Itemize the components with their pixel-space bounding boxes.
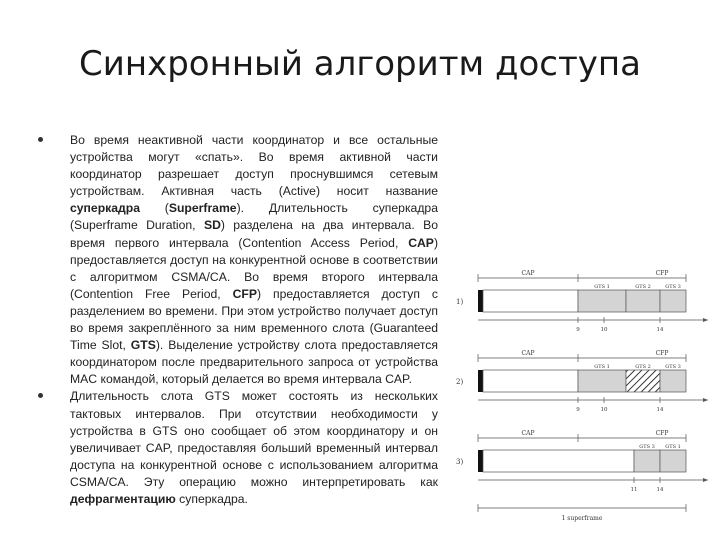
cap-label: CAP <box>521 430 535 437</box>
tick-label: 9 <box>576 327 580 333</box>
bullet-list <box>38 132 438 508</box>
gts-slot <box>634 450 660 472</box>
tick-label: 11 <box>630 487 638 493</box>
tick-label: 14 <box>656 407 664 413</box>
text-run: ) предоставляется доступ с разделением во времени. При этом устройство получает доступ во время закреплённого за ним временного слота (Guaranteed Time Slot, <box>70 286 438 353</box>
cfp-label: CFP <box>655 430 669 437</box>
gts-slot <box>660 290 686 312</box>
gts-label: GTS 1 <box>665 444 681 450</box>
bold-term: Superframe <box>168 201 237 216</box>
gts-label: GTS 2 <box>635 364 651 370</box>
bold-term: CAP <box>408 235 434 250</box>
tick-label: 10 <box>600 407 608 413</box>
text-run: ). Выделение устройству слота предоставляется координатором после предварительного запроса от устройства MAC командой, который делается во время интервала CAP. <box>70 338 438 387</box>
slide-title: Синхронный алгоритм доступа <box>79 44 641 84</box>
text-run: суперкадра. <box>175 491 248 506</box>
superframe-diagram <box>448 238 718 528</box>
bold-term: SD <box>203 218 221 233</box>
text-run: Длительность слота GTS может состоять из нескольких тактовых интервалов. При отсутствии необходимости у устройства в GTS оно сообщает об этом координатору и он увеличивает CAP, предоставляя больший временный интервал доступа на конкурентной основе с использованием алгоритма CSMA/CA. Эту операцию можно интерпретировать как <box>70 389 438 489</box>
beacon-marker <box>478 370 483 392</box>
bold-term: CFP <box>232 286 257 301</box>
bullet-dot-icon <box>38 393 43 398</box>
tick-label: 14 <box>656 327 664 333</box>
bullet-text <box>70 388 438 508</box>
row-label: 2) <box>456 378 464 386</box>
beacon-marker <box>478 450 483 472</box>
text-run: ( <box>139 201 169 216</box>
gts-label: GTS 3 <box>665 284 681 290</box>
cap-label: CAP <box>521 350 535 357</box>
gts-label: GTS 3 <box>665 364 681 370</box>
bold-term: суперкадра <box>70 201 140 216</box>
cfp-label: CFP <box>655 270 669 277</box>
text-run: ) предоставляется доступ на конкурентной основе в соответствии с алгоритмом CSMA/CA. Во время второго интервала (Contention Free Period, <box>70 235 438 301</box>
gts-label: GTS 1 <box>594 364 610 370</box>
text-run: ) разделена на два интервала. Во время первого интервала (Contention Access Period, <box>70 218 438 250</box>
gts-label: GTS 2 <box>635 284 651 290</box>
bullet-item <box>38 132 438 388</box>
gts-label: GTS 3 <box>639 444 655 450</box>
gts-slot <box>626 370 660 392</box>
gts-slot <box>626 290 660 312</box>
cap-segment <box>483 450 634 472</box>
gts-slot <box>578 370 626 392</box>
tick-label: 9 <box>576 407 580 413</box>
cfp-label: CFP <box>655 350 669 357</box>
gts-slot <box>578 290 626 312</box>
cap-label: CAP <box>521 270 535 277</box>
cap-segment <box>483 370 578 392</box>
text-run: ). Длительность суперкадра (Superframe Duration, <box>70 201 438 233</box>
text-run: Во время неактивной части координатор и все остальные устройства могут «спать». Во время активной части координатор разрешает доступ проснувшимся сетевым устройствам. Активная часть (Active) носит название <box>70 133 438 199</box>
time-arrow-icon <box>703 478 708 482</box>
tick-label: 10 <box>600 327 608 333</box>
gts-slot <box>660 450 686 472</box>
tick-label: 14 <box>656 487 664 493</box>
bullet-dot-icon <box>38 137 43 142</box>
time-arrow-icon <box>703 318 708 322</box>
gts-label: GTS 1 <box>594 284 610 290</box>
bullet-text <box>70 132 438 388</box>
beacon-marker <box>478 290 483 312</box>
cap-segment <box>483 290 578 312</box>
bullet-item <box>38 388 438 508</box>
gts-slot <box>660 370 686 392</box>
bold-term: GTS <box>130 338 156 353</box>
row-label: 3) <box>456 458 464 466</box>
row-label: 1) <box>456 298 464 306</box>
time-arrow-icon <box>703 398 708 402</box>
footer-label: 1 superframe <box>561 515 603 522</box>
bold-term: дефрагментацию <box>70 491 176 506</box>
